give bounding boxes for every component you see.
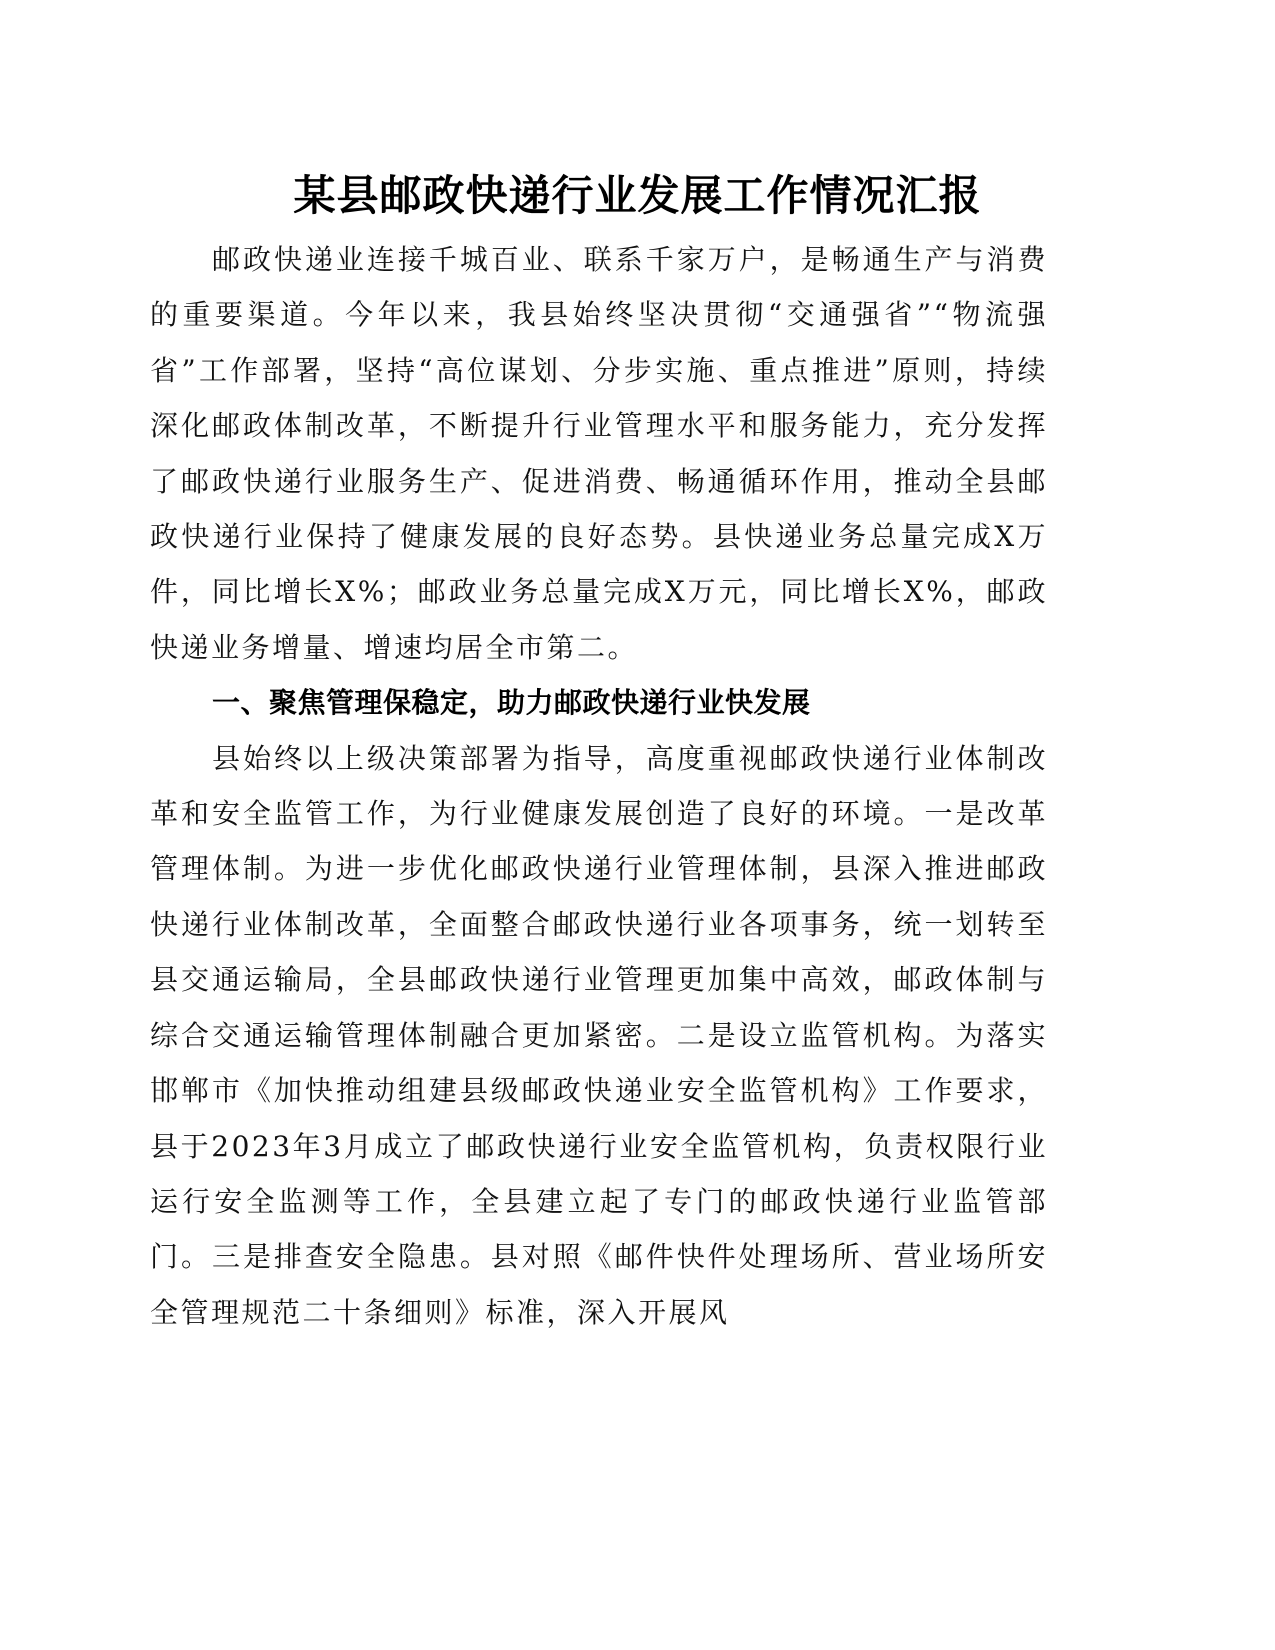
intro-paragraph: 邮政快递业连接千城百业、联系千家万户，是畅通生产与消费的重要渠道。今年以来，我县始终坚决贯彻“交通强省”“物流强省”工作部署，坚持“高位谋划、分步实施、重点推进”原则，持续深化邮政体制改革，不断提升行业管理水平和服务能力，充分发挥了邮政快递行业服务生产、促进消费、畅通循环作用，推动全县邮政快递行业保持了健康发展的良好态势。县快递业务总量完成X万件，同比增长X%；邮政业务总量完成X万元，同比增长X%，邮政快递业务增量、增速均居全市第二。 bbox=[150, 243, 1048, 664]
section-1-heading: 一、聚焦管理保稳定，助力邮政快递行业快发展 bbox=[212, 686, 811, 720]
document-title: 某县邮政快递行业发展工作情况汇报 bbox=[293, 171, 982, 220]
section-1-paragraph: 县始终以上级决策部署为指导，高度重视邮政快递行业体制改革和安全监管工作，为行业健康发展创造了良好的环境。一是改革管理体制。为进一步优化邮政快递行业管理体制，县深入推进邮政快递行业体制改革，全面整合邮政快递行业各项事务，统一划转至县交通运输局，全县邮政快递行业管理更加集中高效，邮政体制与综合交通运输管理体制融合更加紧密。二是设立监管机构。为落实邯郸市《加快推动组建县级邮政快递业安全监管机构》工作要求，县于2023年3月成立了邮政快递行业安全监管机构，负责权限行业运行安全监测等工作，全县建立起了专门的邮政快递行业监管部门。三是排查安全隐患。县对照《邮件快件处理场所、营业场所安全管理规范二十条细则》标准，深入开展风 bbox=[150, 741, 1048, 1329]
document-body bbox=[150, 232, 1048, 1340]
